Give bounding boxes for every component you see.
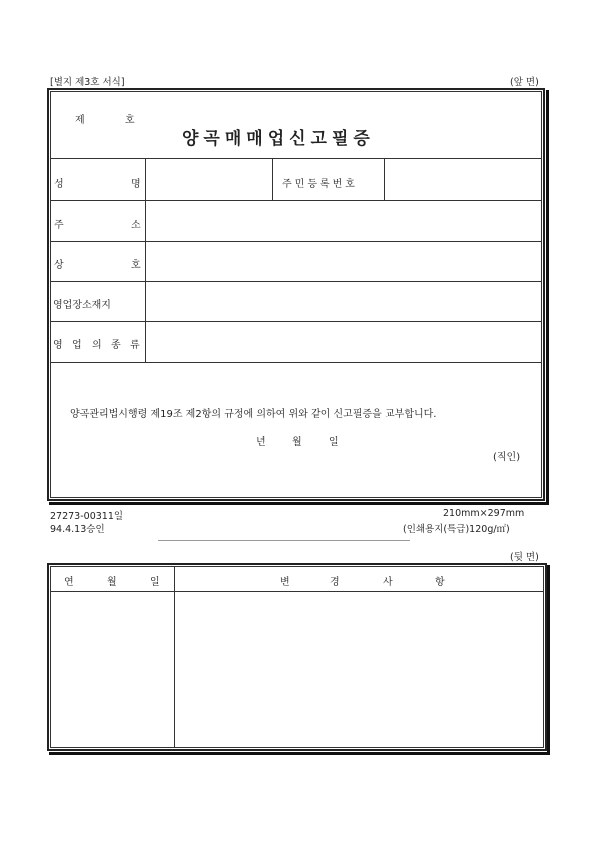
back-date-year-label: 연 [64, 577, 74, 588]
name-label-char2: 명 [131, 179, 141, 190]
official-seal-label: (직인) [493, 452, 521, 463]
page-separator [158, 540, 410, 541]
number-label-char1: 제 [75, 115, 85, 126]
change-header-char1: 변 [280, 577, 290, 588]
address-label-char1: 주 [54, 220, 64, 231]
label-column-divider [145, 158, 146, 362]
paper-spec: (인쇄용지(특급)120g/㎡) [403, 524, 510, 535]
back-date-month-label: 월 [107, 577, 117, 588]
business-type-label-char3: 의 [92, 340, 102, 351]
change-header-char3: 사 [383, 577, 393, 588]
form-number: [별지 제3호 서식] [50, 77, 125, 88]
row-divider [50, 281, 542, 282]
change-header-char4: 항 [435, 577, 445, 588]
form-title: 양곡매매업신고필증 [182, 129, 375, 149]
change-header-char2: 경 [330, 577, 340, 588]
issuance-statement: 양곡관리법시행령 제19조 제2항의 규정에 의하여 위와 같이 신고필증을 교부합니다. [70, 409, 437, 420]
row-divider [50, 158, 542, 159]
business-type-label-char2: 업 [72, 340, 82, 351]
approval-date: 94.4.13승인 [50, 524, 105, 535]
back-column-divider [174, 566, 175, 748]
name-column-divider [272, 158, 273, 200]
resident-number-label: 주민등록번호 [282, 179, 358, 190]
trade-name-label-char1: 상 [54, 260, 64, 271]
paper-size: 210mm×297mm [443, 508, 525, 519]
row-divider [50, 241, 542, 242]
date-month-label: 월 [292, 437, 302, 448]
back-header-divider [50, 591, 544, 592]
trade-name-label-char2: 호 [131, 260, 141, 271]
page-side-back: (뒷 면) [510, 552, 539, 563]
back-form-inner [50, 566, 544, 748]
number-label-char2: 호 [125, 115, 135, 126]
address-label-char2: 소 [131, 220, 141, 231]
resident-number-column-divider [384, 158, 385, 200]
business-type-label-char4: 종 [111, 340, 121, 351]
row-divider [50, 200, 542, 201]
name-label-char1: 성 [54, 179, 64, 190]
business-type-label-char5: 류 [130, 340, 140, 351]
date-year-label: 년 [256, 437, 266, 448]
page-side-front: (앞 면) [510, 77, 539, 88]
row-divider [50, 362, 542, 363]
form-code: 27273-00311일 [50, 511, 124, 522]
row-divider [50, 321, 542, 322]
date-day-label: 일 [329, 437, 339, 448]
business-location-label: 영업장소재지 [53, 300, 111, 311]
business-type-label-char1: 영 [53, 340, 63, 351]
back-date-day-label: 일 [150, 577, 160, 588]
